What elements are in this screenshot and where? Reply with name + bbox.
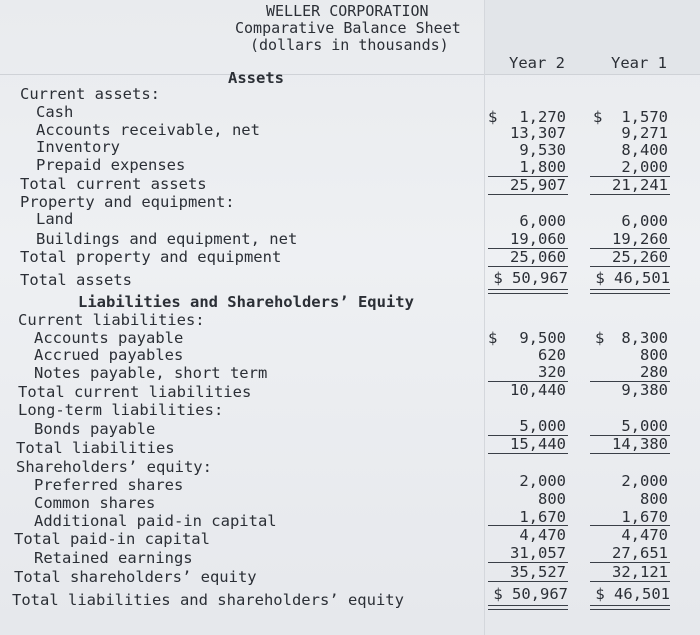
row-label-shareholders-equity: Shareholders’ equity: — [16, 458, 212, 476]
ar-year1: 9,271 — [621, 124, 668, 142]
rule — [590, 194, 670, 195]
preferred-year2: 2,000 — [519, 472, 566, 490]
row-label-total-assets: Total assets — [20, 271, 132, 289]
row-label-accounts-receivable: Accounts receivable, net — [36, 121, 260, 139]
row-label-accrued: Accrued payables — [34, 346, 184, 364]
bonds-year1: 5,000 — [621, 417, 668, 435]
assets-heading: Assets — [228, 69, 284, 87]
apic-year2: 1,670 — [519, 508, 566, 526]
re-year1: 27,651 — [612, 544, 668, 562]
row-label-inventory: Inventory — [36, 138, 120, 156]
tle-year1: $ 46,501 — [595, 585, 670, 603]
row-label-total-liabilities-and-equity: Total liabilities and shareholders’ equity — [12, 591, 404, 609]
re-year2: 31,057 — [510, 544, 566, 562]
notes-year2: 320 — [538, 363, 566, 381]
row-label-total-current-assets: Total current assets — [20, 175, 207, 193]
notes-year1: 280 — [640, 363, 668, 381]
land-year1: 6,000 — [621, 212, 668, 230]
rule — [488, 453, 568, 454]
common-year2: 800 — [538, 490, 566, 508]
row-label-current-assets: Current assets: — [20, 85, 160, 103]
accrued-year2: 620 — [538, 346, 566, 364]
liabilities-heading: Liabilities and Shareholders’ Equity — [78, 293, 414, 311]
header-divider — [0, 74, 700, 75]
row-label-total-liabilities: Total liabilities — [16, 439, 175, 457]
total-assets-year1: $ 46,501 — [595, 269, 670, 287]
row-label-total-property: Total property and equipment — [20, 248, 282, 266]
row-label-prepaid: Prepaid expenses — [36, 156, 186, 174]
rule — [590, 266, 670, 267]
column-header-year2: Year 2 — [509, 54, 565, 72]
row-label-bonds: Bonds payable — [34, 420, 156, 438]
bonds-year2: 5,000 — [519, 417, 566, 435]
row-label-cash: Cash — [36, 103, 74, 121]
row-label-current-liabilities: Current liabilities: — [18, 311, 205, 329]
row-label-property-equipment: Property and equipment: — [20, 193, 235, 211]
buildings-year1: 19,260 — [612, 230, 668, 248]
row-label-accounts-payable: Accounts payable — [34, 329, 184, 347]
ar-year2: 13,307 — [510, 124, 566, 142]
dollar-sign-cash-y1: $ — [593, 108, 603, 126]
ap-year1: 8,300 — [621, 329, 668, 347]
row-label-total-current-liabilities: Total current liabilities — [18, 383, 252, 401]
rule — [590, 581, 670, 582]
total-assets-year2: $ 50,967 — [493, 269, 568, 287]
statement-title: Comparative Balance Sheet — [235, 19, 461, 37]
tpe-year2: 25,060 — [510, 248, 566, 266]
tcl-year2: 10,440 — [510, 381, 566, 399]
row-label-buildings: Buildings and equipment, net — [36, 230, 298, 248]
tse-year1: 32,121 — [612, 563, 668, 581]
preferred-year1: 2,000 — [621, 472, 668, 490]
rule — [488, 266, 568, 267]
tpic-year2: 4,470 — [519, 526, 566, 544]
row-label-apic: Additional paid-in capital — [34, 512, 277, 530]
common-year1: 800 — [640, 490, 668, 508]
row-label-preferred: Preferred shares — [34, 476, 184, 494]
inventory-year1: 8,400 — [621, 141, 668, 159]
dollar-sign-ap-y2: $ — [488, 329, 498, 347]
tpe-year1: 25,260 — [612, 248, 668, 266]
column-divider — [484, 0, 485, 635]
buildings-year2: 19,060 — [510, 230, 566, 248]
prepaid-year2: 1,800 — [519, 158, 566, 176]
double-rule — [488, 605, 568, 610]
units-note: (dollars in thousands) — [250, 36, 449, 54]
tl-year2: 15,440 — [510, 435, 566, 453]
cash-year2: 1,270 — [519, 108, 566, 126]
double-rule — [590, 605, 670, 610]
row-label-total-shareholders-equity: Total shareholders’ equity — [14, 568, 257, 586]
company-name: WELLER CORPORATION — [266, 2, 429, 20]
double-rule — [590, 289, 670, 294]
tpic-year1: 4,470 — [621, 526, 668, 544]
rule — [488, 581, 568, 582]
land-year2: 6,000 — [519, 212, 566, 230]
apic-year1: 1,670 — [621, 508, 668, 526]
dollar-sign-cash-y2: $ — [488, 108, 498, 126]
row-label-long-term-liabilities: Long-term liabilities: — [18, 401, 224, 419]
tl-year1: 14,380 — [612, 435, 668, 453]
dollar-sign-ap-y1: $ — [595, 329, 605, 347]
rule — [590, 453, 670, 454]
tcl-year1: 9,380 — [621, 381, 668, 399]
cash-year1: 1,570 — [621, 108, 668, 126]
prepaid-year1: 2,000 — [621, 158, 668, 176]
row-label-land: Land — [36, 210, 74, 228]
row-label-common: Common shares — [34, 494, 156, 512]
column-header-year1: Year 1 — [611, 54, 667, 72]
tle-year2: $ 50,967 — [493, 585, 568, 603]
double-rule — [488, 289, 568, 294]
ap-year2: 9,500 — [519, 329, 566, 347]
accrued-year1: 800 — [640, 346, 668, 364]
row-label-notes-payable: Notes payable, short term — [34, 364, 268, 382]
tca-year1: 21,241 — [612, 176, 668, 194]
row-label-total-paid-in: Total paid-in capital — [14, 530, 210, 548]
row-label-retained-earnings: Retained earnings — [34, 549, 193, 567]
tca-year2: 25,907 — [510, 176, 566, 194]
tse-year2: 35,527 — [510, 563, 566, 581]
inventory-year2: 9,530 — [519, 141, 566, 159]
rule — [488, 194, 568, 195]
